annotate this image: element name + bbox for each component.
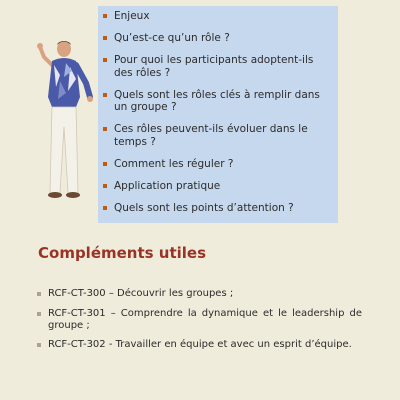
- agenda-item: [114, 89, 332, 114]
- agenda-item-label: Qu’est-ce qu’un rôle ?: [114, 32, 230, 44]
- square-bullet-icon: [37, 292, 41, 296]
- reference-label: RCF-CT-300 – Découvrir les groupes ;: [48, 288, 234, 299]
- presenter-illustration: [30, 35, 98, 205]
- agenda-list: [114, 10, 332, 214]
- reference-label: RCF-CT-302 - Travailler en équipe et avec un esprit d’équipe.: [48, 339, 352, 350]
- section-title: Compléments utiles: [38, 244, 207, 262]
- agenda-item: [114, 180, 332, 193]
- square-bullet-icon: [103, 93, 107, 97]
- reference-item: [48, 288, 362, 300]
- agenda-item: [114, 123, 332, 148]
- agenda-item: [114, 158, 332, 171]
- agenda-item-label: Quels sont les rôles clés à remplir dans un groupe ?: [114, 88, 320, 113]
- reference-item: [48, 339, 362, 351]
- agenda-item-label: Comment les réguler ?: [114, 157, 234, 170]
- agenda-item-label: Enjeux: [114, 10, 150, 22]
- reference-item: [48, 308, 362, 332]
- agenda-item-label: Pour quoi les participants adoptent-ils des rôles ?: [114, 54, 314, 79]
- square-bullet-icon: [103, 58, 107, 62]
- references-list: [48, 288, 362, 359]
- agenda-item: [114, 202, 332, 215]
- agenda-item-label: Quels sont les points d’attention ?: [114, 201, 294, 214]
- agenda-item-label: Ces rôles peuvent-ils évoluer dans le temps ?: [114, 123, 308, 148]
- agenda-item: [114, 54, 332, 79]
- agenda-item: [114, 32, 332, 45]
- square-bullet-icon: [103, 162, 107, 166]
- reference-label: RCF-CT-301 – Comprendre la dynamique et le leadership de groupe ;: [48, 307, 362, 331]
- agenda-box: [98, 6, 338, 223]
- square-bullet-icon: [103, 206, 107, 210]
- square-bullet-icon: [103, 36, 107, 40]
- square-bullet-icon: [37, 312, 41, 316]
- agenda-item-label: Application pratique: [114, 179, 221, 192]
- square-bullet-icon: [103, 14, 107, 18]
- square-bullet-icon: [103, 127, 107, 131]
- agenda-item: [114, 10, 332, 23]
- square-bullet-icon: [37, 343, 41, 347]
- square-bullet-icon: [103, 184, 107, 188]
